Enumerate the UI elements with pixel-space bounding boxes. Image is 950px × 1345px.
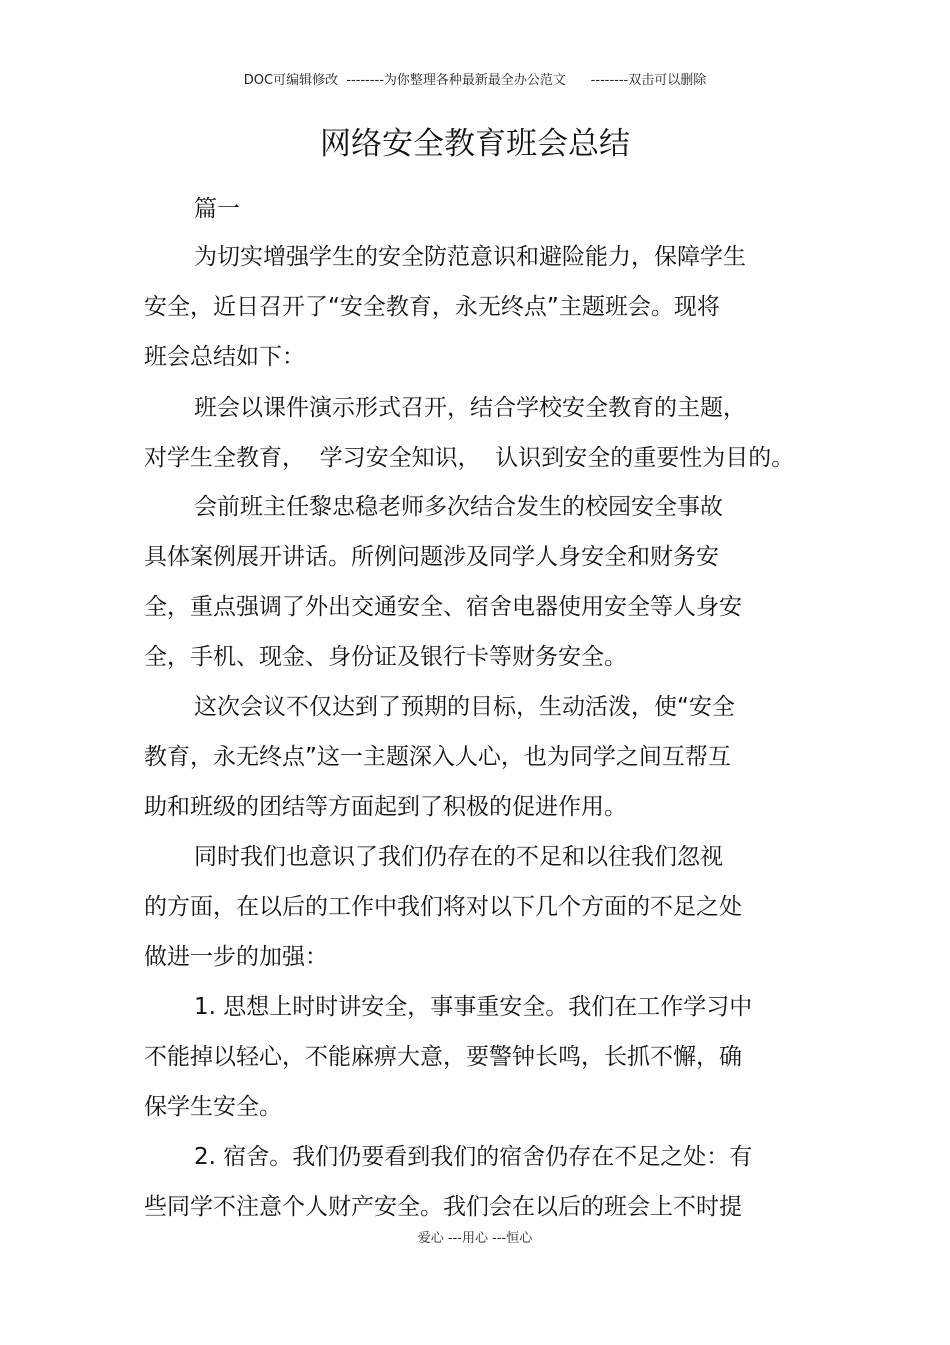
paragraph-line: 全，手机、现金、身份证及银行卡等财务安全。 bbox=[144, 644, 627, 670]
paragraph-line: 教育，永无终点”这一主题深入人心，也为同学之间互帮互 bbox=[144, 744, 731, 770]
paragraph-line: 这次会议不仅达到了预期的目标，生动活泼，使“安全 bbox=[194, 694, 735, 720]
paragraph-line: 做进一步的加强： bbox=[144, 944, 328, 970]
paragraph-line: 为切实增强学生的安全防范意识和避险能力，保障学生 bbox=[194, 244, 746, 270]
paragraph-line: 保学生安全。 bbox=[144, 1094, 282, 1120]
paragraph-line: 同时我们也意识了我们仍存在的不足和以往我们忽视 bbox=[194, 844, 723, 870]
paragraph-line: 些同学不注意个人财产安全。我们会在以后的班会上不时提 bbox=[144, 1194, 742, 1220]
paragraph-line: 不能掉以轻心，不能麻痹大意，要警钟长鸣，长抓不懈，确 bbox=[144, 1044, 742, 1070]
paragraph-line: 班会以课件演示形式召开，结合学校安全教育的主题， bbox=[194, 395, 746, 421]
paragraph-line: 会前班主任黎忠稳老师多次结合发生的校园安全事故 bbox=[194, 494, 723, 520]
paragraph-line: 班会总结如下： bbox=[144, 344, 305, 370]
paragraph-line: 1. 思想上时时讲安全，事事重安全。我们在工作学习中 bbox=[194, 994, 753, 1020]
document-title: 网络安全教育班会总结 bbox=[320, 126, 630, 162]
page-footer: 爱心 ---用心 ---恒心 bbox=[417, 1231, 533, 1246]
paragraph-line: 对学生全教育， 学习安全知识， 认识到安全的重要性为目的。 bbox=[144, 445, 795, 471]
paragraph-line: 安全，近日召开了“安全教育，永无终点”主题班会。现将 bbox=[144, 294, 720, 320]
section-label: 篇一 bbox=[194, 196, 240, 222]
paragraph-line: 全，重点强调了外出交通安全、宿舍电器使用安全等人身安 bbox=[144, 594, 742, 620]
page-header: DOC可编辑修改 --------为你整理各种最新最全办公范文 --------双击可以删除 bbox=[243, 73, 707, 88]
paragraph-line: 助和班级的团结等方面起到了积极的促进作用。 bbox=[144, 794, 627, 820]
paragraph-line: 2. 宿舍。我们仍要看到我们的宿舍仍存在不足之处：有 bbox=[194, 1144, 753, 1170]
paragraph-line: 具体案例展开讲话。所例问题涉及同学人身安全和财务安 bbox=[144, 544, 719, 570]
paragraph-line: 的方面，在以后的工作中我们将对以下几个方面的不足之处 bbox=[144, 894, 742, 920]
